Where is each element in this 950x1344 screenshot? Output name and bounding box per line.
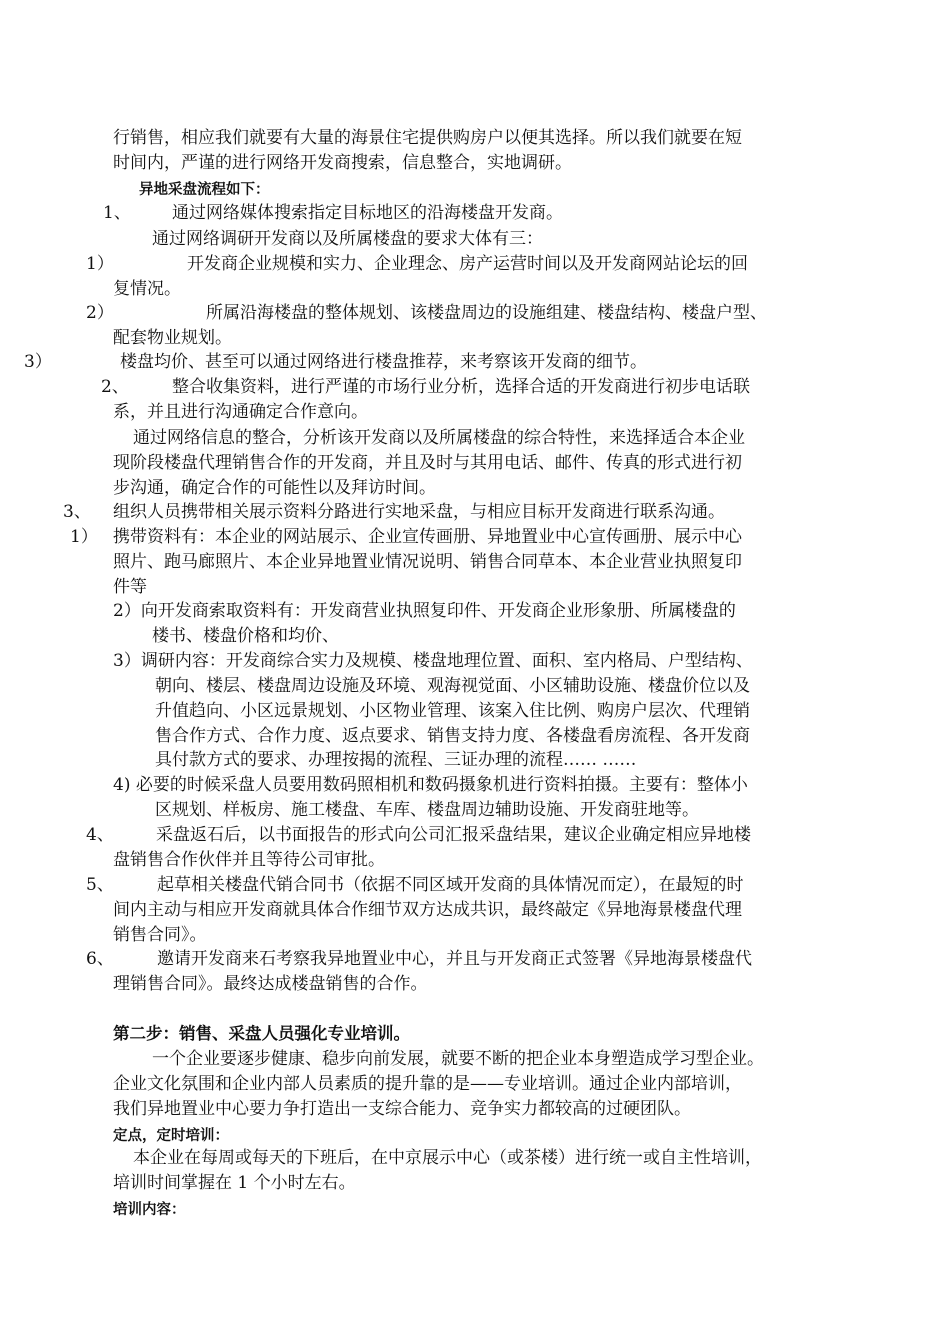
text-line: 企业文化氛围和企业内部人员素质的提升靠的是——专业培训。通过企业内部培训， [113,1074,742,1094]
list-number: 3） [24,352,52,372]
text-line: 步沟通，确定合作的可能性以及拜访时间。 [113,478,436,498]
text-line: 件等 [113,577,147,597]
list-number: 1） [70,527,98,547]
text-line: 2）向开发商索取资料有：开发商营业执照复印件、开发商企业形象册、所属楼盘的 [113,601,736,621]
text-line: 间内主动与相应开发商就具体合作细节双方达成共识，最终敲定《异地海景楼盘代理 [113,900,742,920]
text-line: 4) 必要的时候采盘人员要用数码照相机和数码摄象机进行资料拍摄。主要有：整体小 [113,775,748,795]
text-line: 朝向、楼层、楼盘周边设施及环境、观海视觉面、小区辅助设施、楼盘价位以及 [155,676,750,696]
text-line: 一个企业要逐步健康、稳步向前发展，就要不断的把企业本身塑造成学习型企业。 [152,1049,764,1069]
section-heading: 第二步：销售、采盘人员强化专业培训。 [113,1024,410,1043]
list-number: 5、 [86,875,114,895]
list-number: 2） [86,303,114,323]
text-line: 我们异地置业中心要力争打造出一支综合能力、竞争实力都较高的过硬团队。 [113,1099,691,1119]
text-line: 携带资料有：本企业的网站展示、企业宣传画册、异地置业中心宣传画册、展示中心 [113,527,742,547]
text-line: 楼书、楼盘价格和均价、 [152,626,339,646]
text-line: 升值趋向、小区远景规划、小区物业管理、该案入住比例、购房户层次、代理销 [155,701,750,721]
text-line: 销售合同》。 [113,925,207,945]
text-line: 3）调研内容：开发商综合实力及规模、楼盘地理位置、面积、室内格局、户型结构、 [113,651,753,671]
text-line: 楼盘均价、甚至可以通过网络进行楼盘推荐，来考察该开发商的细节。 [120,352,647,372]
text-line: 整合收集资料，进行严谨的市场行业分析，选择合适的开发商进行初步电话联 [172,377,750,397]
text-line: 所属沿海楼盘的整体规划、该楼盘周边的设施组建、楼盘结构、楼盘户型、 [206,303,767,323]
text-line: 起草相关楼盘代销合同书（依据不同区域开发商的具体情况而定），在最短的时 [157,875,744,895]
text-line: 现阶段楼盘代理销售合作的开发商，并且及时与其用电话、邮件、传真的形式进行初 [113,453,742,473]
text-line: 配套物业规划。 [113,328,232,348]
text-line: 系，并且进行沟通确定合作意向。 [113,402,368,422]
section-subheading: 培训内容： [113,1201,186,1218]
text-line: 区规划、样板房、施工楼盘、车库、楼盘周边辅助设施、开发商驻地等。 [155,800,699,820]
text-line: 售合作方式、合作力度、返点要求、销售支持力度、各楼盘看房流程、各开发商 [155,726,750,746]
text-line: 照片、跑马廊照片、本企业异地置业情况说明、销售合同草本、本企业营业执照复印 [113,552,742,572]
text-line: 理销售合同》。最终达成楼盘销售的合作。 [113,974,428,994]
text-line: 组织人员携带相关展示资料分路进行实地采盘，与相应目标开发商进行联系沟通。 [113,502,725,522]
text-line: 通过网络调研开发商以及所属楼盘的要求大体有三： [152,229,543,249]
text-line: 开发商企业规模和实力、企业理念、房产运营时间以及开发商网站论坛的回 [187,254,748,274]
list-number: 6、 [86,949,114,969]
section-subheading: 异地采盘流程如下： [139,181,270,198]
text-line: 邀请开发商来石考察我异地置业中心，并且与开发商正式签署《异地海景楼盘代 [157,949,752,969]
text-line: 复情况。 [113,279,181,299]
text-line: 行销售，相应我们就要有大量的海景住宅提供购房户以便其选择。所以我们就要在短 [113,128,742,148]
list-number: 3、 [63,502,91,522]
list-number: 4、 [86,825,114,845]
text-line: 采盘返石后，以书面报告的形式向公司汇报采盘结果，建议企业确定相应异地楼 [156,825,751,845]
list-number: 1、 [103,203,131,223]
text-line: 盘销售合作伙伴并且等待公司审批。 [113,850,385,870]
text-line: 本企业在每周或每天的下班后，在中京展示中心（或茶楼）进行统一或自主性培训， [133,1148,762,1168]
text-line: 通过网络媒体搜索指定目标地区的沿海楼盘开发商。 [172,203,563,223]
text-line: 时间内，严谨的进行网络开发商搜索，信息整合，实地调研。 [113,153,572,173]
list-number: 1） [86,254,114,274]
text-line: 具付款方式的要求、办理按揭的流程、三证办理的流程…… …… [155,750,637,770]
text-line: 培训时间掌握在 1 个小时左右。 [113,1173,356,1193]
text-line: 通过网络信息的整合，分析该开发商以及所属楼盘的综合特性，来选择适合本企业 [133,428,745,448]
section-subheading: 定点，定时培训： [113,1127,229,1144]
list-number: 2、 [101,377,129,397]
